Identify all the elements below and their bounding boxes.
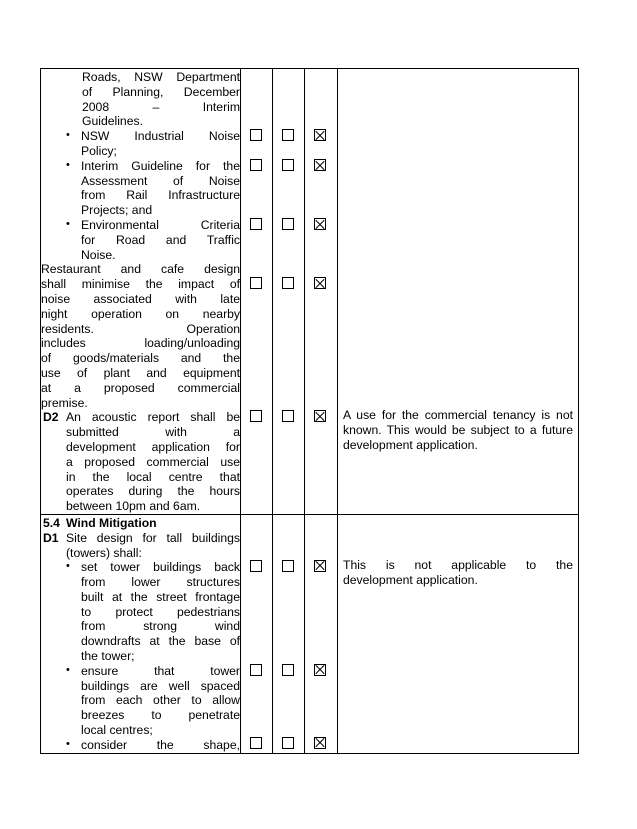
yes-checkbox[interactable]	[250, 159, 262, 171]
yes-checkbox[interactable]	[250, 664, 262, 676]
text-line: Noise.	[81, 247, 116, 262]
na-checkbox-checked[interactable]	[314, 737, 326, 749]
text-line: This is not applicable to the	[343, 557, 573, 572]
na-checkbox-checked[interactable]	[314, 410, 326, 422]
section-number: 5.4	[43, 515, 60, 530]
yes-checkbox[interactable]	[250, 560, 262, 572]
text-line: for Road and Traffic	[81, 232, 240, 247]
text-line: night operation on nearby	[41, 306, 240, 321]
no-column-cell	[273, 69, 305, 515]
yes-checkbox[interactable]	[250, 277, 262, 289]
section-heading	[41, 516, 240, 531]
text-line: premise.	[41, 395, 88, 410]
text-line: Guidelines.	[82, 114, 143, 129]
no-checkbox[interactable]	[282, 410, 294, 422]
control-code: D2	[43, 410, 59, 425]
list-item	[41, 218, 240, 262]
na-checkbox-checked[interactable]	[314, 129, 326, 141]
text-line: development application.	[343, 572, 478, 587]
comment-cell	[338, 514, 579, 753]
yes-checkbox[interactable]	[250, 410, 262, 422]
text-line: the tower;	[81, 649, 135, 664]
text-line: (towers) shall:	[66, 545, 142, 560]
control-d2	[41, 410, 240, 514]
text-line: submitted with a	[66, 425, 240, 440]
text-line: Site design for tall buildings	[66, 530, 240, 545]
table-row	[41, 69, 579, 515]
text-line: known. This would be subject to a future	[343, 422, 573, 437]
comment-text	[343, 558, 573, 588]
list-item	[41, 738, 240, 753]
text-line: residents. Operation	[41, 321, 240, 336]
control-description-cell	[41, 514, 241, 753]
text-line: from each other to allow	[81, 693, 240, 708]
text-line: 2008 – Interim	[82, 99, 240, 114]
no-checkbox[interactable]	[282, 560, 294, 572]
text-line: Interim Guideline for the	[81, 158, 240, 173]
text-line: downdrafts at the base of	[81, 634, 240, 649]
text-line: from strong wind	[81, 619, 240, 634]
text-line: An acoustic report shall be	[66, 410, 240, 425]
bullet-icon: •	[66, 737, 70, 750]
text-line: to protect pedestrians	[81, 604, 240, 619]
control-description-cell	[41, 69, 241, 515]
text-line: A use for the commercial tenancy is not	[343, 408, 573, 422]
text-line: NSW Industrial Noise	[81, 129, 240, 144]
na-checkbox-checked[interactable]	[314, 159, 326, 171]
na-checkbox-checked[interactable]	[314, 664, 326, 676]
text-line: in the local centre that	[66, 469, 240, 484]
na-column-cell	[305, 69, 338, 515]
comment-cell	[338, 69, 579, 515]
bullet-icon: •	[66, 663, 70, 676]
compliance-table	[40, 68, 579, 754]
na-checkbox-checked[interactable]	[314, 560, 326, 572]
no-column-cell	[273, 514, 305, 753]
text-line: includes loading/unloading	[41, 336, 240, 351]
no-checkbox[interactable]	[282, 277, 294, 289]
text-line: development application for	[66, 439, 240, 454]
control-code: D1	[43, 530, 59, 545]
text-line: Policy;	[81, 143, 117, 158]
table-row	[41, 514, 579, 753]
text-line: noise associated with late	[41, 291, 240, 306]
yes-checkbox[interactable]	[250, 218, 262, 230]
list-item	[41, 560, 240, 664]
bullet-icon: •	[66, 560, 70, 573]
text-line: shall minimise the impact of	[41, 277, 240, 292]
text-line: from Rail Infrastructure	[81, 188, 240, 203]
na-column-cell	[305, 514, 338, 753]
yes-column-cell	[241, 69, 273, 515]
text-line: buildings are well spaced	[81, 678, 240, 693]
bullet-icon: •	[66, 217, 70, 230]
text-line: Assessment of Noise	[81, 173, 240, 188]
paragraph	[41, 262, 240, 410]
control-d1	[41, 531, 240, 561]
list-item	[41, 664, 240, 738]
bullet-icon: •	[66, 158, 70, 171]
text-line: built at the street frontage	[81, 589, 240, 604]
na-checkbox-checked[interactable]	[314, 218, 326, 230]
section-title: Wind Mitigation	[66, 515, 157, 530]
text-line: a proposed commercial use	[66, 454, 240, 469]
text-line: set tower buildings back	[81, 560, 240, 575]
text-line: Projects; and	[81, 203, 153, 218]
no-checkbox[interactable]	[282, 218, 294, 230]
list-item	[41, 159, 240, 218]
na-checkbox-checked[interactable]	[314, 277, 326, 289]
text-line: between 10pm and 6am.	[66, 499, 201, 514]
no-checkbox[interactable]	[282, 129, 294, 141]
text-line: of goods/materials and the	[41, 351, 240, 366]
text-line: consider the shape,	[81, 737, 240, 752]
yes-checkbox[interactable]	[250, 129, 262, 141]
text-line: Restaurant and cafe design	[41, 262, 240, 277]
yes-column-cell	[241, 514, 273, 753]
list-item	[41, 129, 240, 159]
text-line: Environmental Criteria	[81, 217, 240, 232]
text-line: operates during the hours	[66, 484, 240, 499]
text-line: breezes to penetrate	[81, 708, 240, 723]
text-line: local centres;	[81, 723, 153, 738]
no-checkbox[interactable]	[282, 737, 294, 749]
comment-text	[343, 408, 573, 452]
text-line: development application.	[343, 437, 478, 452]
text-line: use of plant and equipment	[41, 365, 240, 380]
text-line: at a proposed commercial	[41, 380, 240, 395]
no-checkbox[interactable]	[282, 664, 294, 676]
text-line: ensure that tower	[81, 663, 240, 678]
text-line: Roads, NSW Department	[82, 70, 240, 84]
no-checkbox[interactable]	[282, 159, 294, 171]
text-line: from lower structures	[81, 575, 240, 590]
bullet-icon: •	[66, 129, 70, 142]
yes-checkbox[interactable]	[250, 737, 262, 749]
text-line: of Planning, December	[82, 84, 240, 99]
